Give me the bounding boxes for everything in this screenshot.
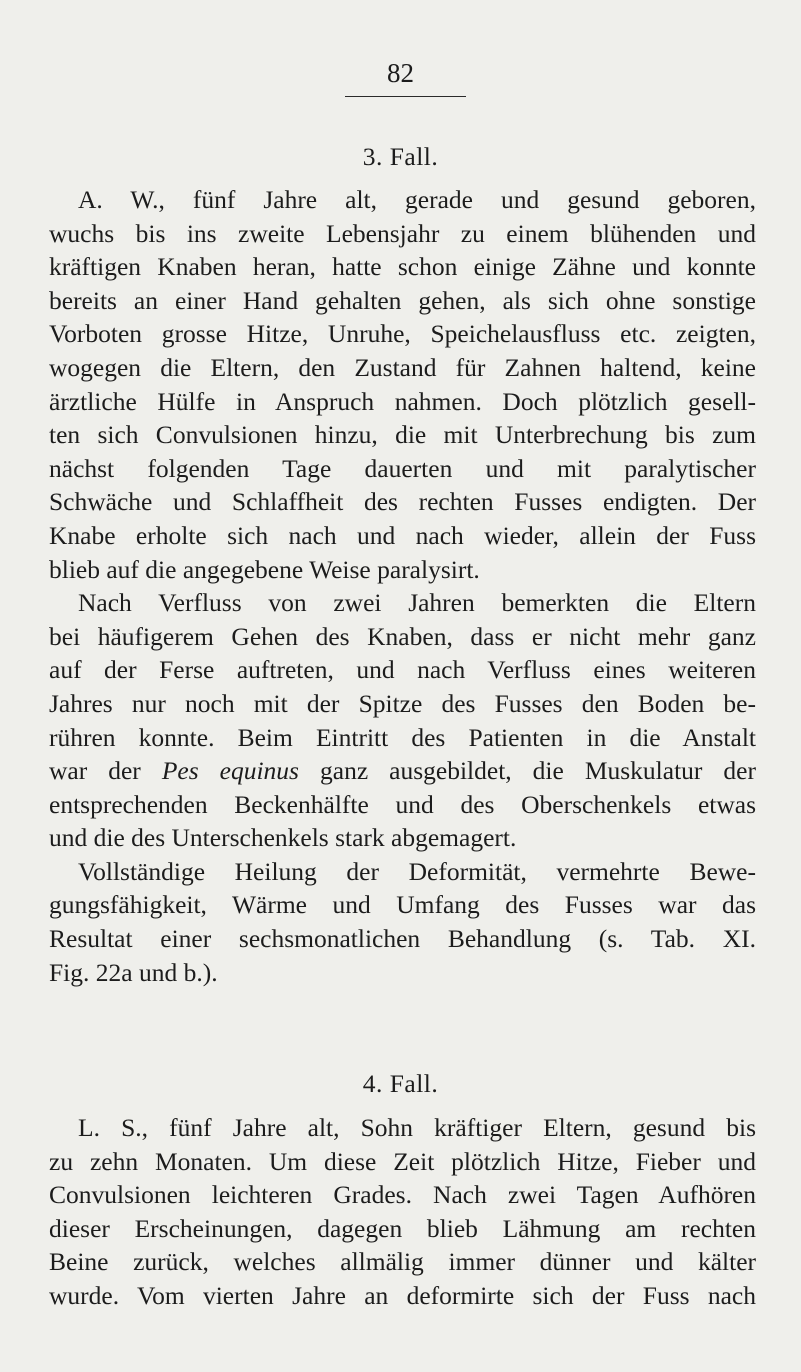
text-line: Fig. 22a und b.). <box>49 957 218 987</box>
text-line: wuchs bis ins zweite Lebensjahr zu einem blühenden und <box>49 218 756 248</box>
text-line: Knabe erholte sich nach und nach wieder, allein der Fuss <box>49 520 756 550</box>
page-number: 82 <box>387 58 414 88</box>
italic-term-pes-equinus: Pes equinus <box>161 756 299 786</box>
header-rule <box>345 96 466 97</box>
text-line: wogegen die Eltern, den Zustand für Zahnen haltend, keine <box>49 352 756 382</box>
text-line: L. S., fünf Jahre alt, Sohn kräftiger Eltern, gesund bis <box>78 1113 756 1142</box>
text-line: Schwäche und Schlaffheit des rechten Fusses endigten. Der <box>49 487 756 517</box>
text-line: Vorboten grosse Hitze, Unruhe, Speichelausfluss etc. zeigten, <box>49 319 756 349</box>
text-line: nächst folgenden Tage dauerten und mit paralytischer <box>49 453 756 483</box>
text-line: A. W., fünf Jahre alt, gerade und gesund geboren, <box>78 185 756 214</box>
text-line: dieser Erscheinungen, dagegen blieb Lähmung am rechten <box>49 1213 756 1243</box>
text-line: Jahres nur noch mit der Spitze des Fusses den Boden be- <box>49 688 756 718</box>
case-3-paragraph-1 <box>49 183 756 989</box>
text-line: auf der Ferse auftreten, und nach Verfluss eines weiteren <box>49 655 756 685</box>
text-line: Beine zurück, welches allmälig immer dünner und kälter <box>49 1247 756 1277</box>
text-line: bereits an einer Hand gehalten gehen, als sich ohne sonstige <box>49 285 756 315</box>
text-line: Vollständige Heilung der Deformität, vermehrte Bewe- <box>78 856 756 886</box>
text-line: zu zehn Monaten. Um diese Zeit plötzlich Hitze, Fieber und <box>49 1146 756 1176</box>
text-segment: ganz ausgebildet, die Muskulatur der <box>298 756 756 786</box>
text-line: Resultat einer sechsmonatlichen Behandlung (s. Tab. XI. <box>49 924 756 954</box>
text-line: bei häufigerem Gehen des Knaben, dass er nicht mehr ganz <box>49 621 756 651</box>
text-line: Convulsionen leichteren Grades. Nach zwei Tagen Aufhören <box>49 1180 756 1210</box>
case-4-heading: 4. Fall. <box>362 1069 439 1098</box>
text-line: entsprechenden Beckenhälfte und des Oberschenkels etwas <box>49 789 756 819</box>
text-line: blieb auf die angegebene Weise paralysirt. <box>49 554 480 584</box>
text-segment: war der <box>49 756 162 786</box>
case-4-paragraph-1 <box>49 1111 756 1313</box>
text-line: kräftigen Knaben heran, hatte schon einige Zähne und konnte <box>49 252 756 282</box>
text-line: ärztliche Hülfe in Anspruch nahmen. Doch plötzlich gesell- <box>49 386 756 416</box>
case-3-heading: 3. Fall. <box>362 142 439 171</box>
text-line: und die des Unterschenkels stark abgemagert. <box>49 823 517 853</box>
text-line: gungsfähigkeit, Wärme und Umfang des Fusses war das <box>49 890 756 920</box>
text-line: wurde. Vom vierten Jahre an deformirte sich der Fuss nach <box>49 1280 756 1310</box>
text-line: ten sich Convulsionen hinzu, die mit Unterbrechung bis zum <box>49 420 756 450</box>
text-line: Nach Verfluss von zwei Jahren bemerkten die Eltern <box>78 588 756 618</box>
text-line: rühren konnte. Beim Eintritt des Patienten in die Anstalt <box>49 722 756 752</box>
text-line-with-italic <box>49 754 756 788</box>
